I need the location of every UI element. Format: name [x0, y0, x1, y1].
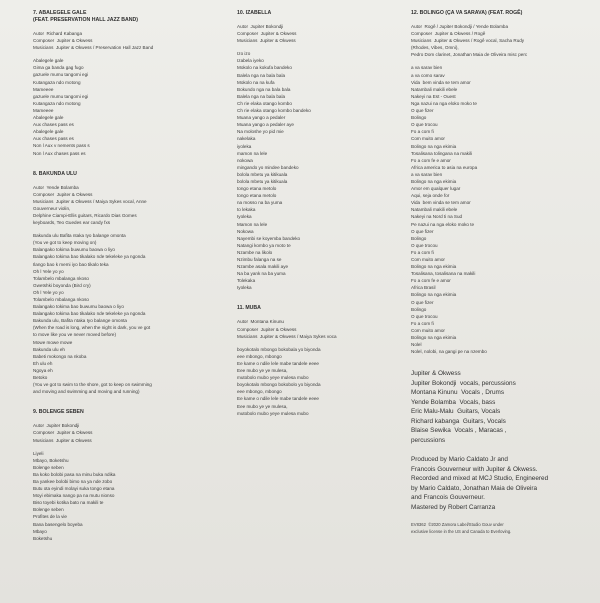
text-line: Abalegele gale	[33, 115, 64, 121]
credits-muba	[237, 318, 397, 339]
text-line: Tolambelo mbalanga nkoso	[33, 297, 89, 302]
text-line: Betoko	[33, 375, 48, 381]
text-line: Bolenge seben	[33, 507, 64, 513]
text-line: Izabela iyeko	[237, 58, 264, 64]
text-line: nokowa	[237, 157, 253, 163]
text-line: boyokotalo mbongo bokobala yo biyonda	[237, 346, 321, 352]
text-line: Fo a com fi	[411, 249, 434, 255]
text-line: Delphine Ciampi-Ellis guitars, Ricardo Dias Gomes	[33, 212, 137, 218]
text-line: Nolel	[411, 342, 422, 348]
text-line: O que trocou	[411, 313, 438, 319]
text-line: mamon na lele	[237, 150, 268, 156]
text-line: Fo a com fe e amor	[411, 278, 451, 284]
text-line: Jupiter Bokondji vocals, percussions	[411, 379, 516, 387]
text-line: Ba yankee bolobi bimo na ya nde zobo	[33, 478, 113, 484]
song-title-izabella: 10. IZABELLA	[237, 10, 272, 16]
text-line: bolola mbetu ya kitikuala	[237, 178, 288, 184]
text-line: Gima ga banda gag fugo	[33, 65, 84, 71]
text-line: Musicians Jupiter & Okwess / Maiya Sykes voca	[237, 333, 337, 339]
text-line: Com muito amor	[411, 136, 445, 142]
column-middle	[237, 10, 397, 417]
text-line: Fo a com fi	[411, 320, 434, 326]
text-line: Nga nazui na nga eloko moko te	[411, 100, 477, 106]
text-line: Non l Aux v nements pass s	[33, 143, 90, 149]
text-line: boyokotalo mbongo bokobolo yo biyonda	[237, 382, 321, 388]
text-line: Mbayo, Boketshu	[33, 457, 69, 463]
text-line: Balela nga na bala bala	[237, 93, 286, 99]
text-line: Africa Brasil	[411, 285, 436, 291]
text-line: Tosalisana, tosalisana na makili	[411, 271, 476, 277]
text-line: keyboards, Teo Guedes ear candy fxs	[33, 220, 111, 226]
text-line: Natambali makili ebele	[411, 86, 458, 92]
text-line: Nzimbu falanga na se	[237, 257, 282, 262]
text-line: Kutangaza ndo motong	[33, 100, 81, 106]
text-line: Composer Jupiter & Okwess	[237, 31, 297, 37]
text-line: by Mario Caldato, Jonathan Maia de Oliveira	[411, 484, 538, 492]
text-line: eee mbongo, mbongo	[237, 389, 282, 395]
text-line: Tolekaka	[237, 278, 256, 284]
text-line: nakelaka	[237, 136, 256, 142]
text-line: iyoleka	[237, 143, 252, 149]
text-line: Nokowa	[237, 228, 254, 234]
text-line: Mamon na lele	[237, 221, 268, 227]
text-line: Vida bem vinda se tem amor	[411, 200, 471, 206]
text-line: O que fizer	[411, 108, 434, 114]
text-line: Oh l Yele yo yo	[33, 268, 64, 274]
text-line: Fo a com fe e amor	[411, 157, 451, 163]
text-line: Musicians Jupiter & Okwess / Rogê vocal, Sacha Rudy	[411, 38, 525, 44]
text-line: Eee mubo ye ye mulesa,	[237, 403, 288, 409]
text-line: Bana basengelo boyeba	[33, 521, 83, 527]
text-line: percussions	[411, 436, 446, 444]
text-line: O que fizer	[411, 228, 434, 234]
text-line: Mowe mowe mowe	[33, 339, 73, 345]
text-line: Francois Gouverneur with Jupiter & Okwess.	[411, 465, 538, 473]
text-line: Nayembi se koyemba bandeko	[237, 235, 301, 241]
text-line: Eric Malu-Malu Guitars, Vocals	[411, 408, 501, 416]
text-line: Non l Aux chases pass es	[33, 150, 86, 156]
text-line: Kutangaza ndo motong	[33, 79, 81, 85]
lyrics-muba	[237, 346, 397, 417]
text-line: gazuele mumu tangomi egi	[33, 93, 89, 99]
text-line: Mastered by Robert Carranza	[411, 503, 496, 511]
text-line: Oh l Yele yo yo	[33, 289, 64, 295]
text-line: and Francois Gouverneur.	[411, 494, 485, 502]
text-line: Abalegele gale	[33, 58, 64, 64]
lyrics-bakunda-ulu	[33, 232, 193, 395]
song-title-bolenge-seben: 9. BOLENGE SEBEN	[33, 409, 84, 416]
credits-bakunda-ulu	[33, 184, 193, 227]
text-line: mingando yo mindee bandeko	[237, 164, 299, 170]
text-line: Bolingo na nga ekimia	[411, 143, 457, 149]
text-line: Montana Kinunu Vocals , Drums	[411, 389, 505, 397]
text-line: na mosso na ba yuma	[237, 200, 283, 206]
text-line: Gwetshki boyonda (Bird cry)	[33, 282, 91, 288]
text-line: mutobolo mubo yeye mulesa mubo	[237, 410, 309, 416]
text-line: Produced by Mario Caldato Jr and	[411, 456, 508, 464]
text-line: O que trocou	[411, 242, 438, 248]
text-line: Autor Yende Bolamba	[33, 184, 79, 190]
text-line: Autor Montana Kinunu	[237, 319, 284, 325]
text-line: Iyoleka	[237, 214, 252, 220]
text-line: Tosalisana tolingana na makili	[411, 150, 473, 156]
text-line: Natambali makili ebele	[411, 207, 458, 213]
text-line: Iyoleka	[237, 285, 252, 291]
text-line: Bolingo	[411, 235, 427, 241]
text-line: Bolenge seben	[33, 464, 64, 470]
text-line: Africa america to asia na europa	[411, 164, 478, 170]
column-right	[411, 10, 591, 535]
text-line: Nzambe asala makili aye	[237, 264, 289, 270]
text-line: Na moloshe yo pid mie	[237, 129, 284, 135]
text-line: tongo etana metolo	[237, 186, 277, 192]
text-line: Composer Jupiter & Okwess	[33, 38, 93, 44]
credits-izabella	[237, 23, 397, 44]
song-title-abalegele-gale: 7. ABALEGELE GALE	[33, 10, 87, 16]
text-line: Nolel, nolobi, na gangi pe na nzembo	[411, 349, 487, 355]
text-line: a va sarav bien	[411, 171, 443, 177]
text-line: Aqui, seja onde for	[411, 193, 450, 199]
text-line: Ch rie elaka otango kombo bandeko	[237, 108, 311, 114]
text-line: Bolingo	[411, 115, 427, 121]
text-line: Mokolo na kokufa bandeko	[237, 65, 292, 71]
text-line: (You ve got to keep moving on)	[33, 240, 97, 246]
text-line: EV8362 ©2020 Zamora Label/Studio Gouv under	[411, 522, 504, 528]
text-line: Balangako tokima bao tikalako nde tekeleke ya ngonda	[33, 254, 146, 260]
text-line: Mameeee	[33, 107, 54, 113]
text-line: Musicians Jupiter & Okwess / Maiya Sykes vocal, Anne	[33, 198, 147, 204]
lyrics-bolingo	[411, 64, 591, 355]
song-title-muba: 11. MUBA	[237, 305, 261, 312]
text-line: and moving and swimming and moving and running)	[33, 389, 140, 395]
text-line: Butu ota eyindi molayi suka tongo etana	[33, 486, 115, 492]
text-line: Bakunda ulu Bafita ntaka Iyo balange omonta	[33, 233, 126, 239]
text-line: Eee mubo ye ye mulesa,	[237, 368, 288, 374]
text-line: Com muito amor	[411, 327, 445, 333]
text-line: Ngoya eh	[33, 367, 53, 373]
text-line: Autor Jupiter Bokondji	[237, 24, 284, 29]
text-line: exclusive license in the US and Canada to Everloving.	[411, 528, 512, 534]
text-line: (Rhodes, Vibes, Omni),	[411, 45, 459, 51]
text-line: (You ve got to swim to the shore, got to keep on swimming	[33, 382, 152, 388]
text-line: gazuele mumu tangomi egi	[33, 72, 89, 78]
text-line: Bolingo na nga ekimia	[411, 178, 457, 184]
text-line: Boketshu	[33, 535, 53, 541]
lyrics-izabella	[237, 50, 397, 291]
credits-abalegele-gale	[33, 30, 193, 51]
text-line: tongo etana metolo	[237, 193, 277, 199]
text-line: a va como sarav	[411, 72, 445, 78]
text-line: Aux chases pass es	[33, 122, 74, 128]
text-line: Jupiter & Okwess	[411, 370, 461, 378]
text-line: Bolingo na nga ekimia	[411, 292, 457, 298]
lyrics-bolenge-seben	[33, 450, 193, 542]
text-line: Bakunda ulu eh	[33, 346, 65, 352]
text-line: Izo izo	[237, 51, 251, 57]
text-line: Ilango bao k memi iyo bao tikalo teka	[33, 261, 109, 267]
song-title-bolingo: 12. BOLINGO (ÇA VA SARAVA) (FEAT. ROGÊ)	[411, 10, 523, 16]
lyrics-abalegele-gale	[33, 57, 193, 156]
text-line: Mbayo	[33, 528, 47, 534]
text-line: Balangako tokima bao tikalako nde tekeleke ya ngonda	[33, 311, 146, 317]
text-line: to lekaka	[237, 207, 256, 213]
song-subtitle-abalegele-gale: (FEAT. PRESERVATION HALL JAZZ BAND)	[33, 17, 138, 23]
text-line: Natangi kombo ya moto te	[237, 242, 291, 248]
text-line: Richard kabanga Guitars, Vocals	[411, 417, 506, 425]
text-line: Autor Jupiter Bokondji	[33, 423, 80, 429]
credits-bolenge-seben	[33, 422, 193, 443]
text-line: Babeti mokongo na nkoba	[33, 353, 87, 359]
text-line: Musicians Jupiter & Okwess	[33, 437, 92, 443]
text-line: Blaise Sewika Vocals , Maracas ,	[411, 427, 507, 435]
text-line: Mameeee	[33, 86, 54, 92]
text-line: Balangako tokima buwumu baowa o liyo	[33, 247, 115, 253]
text-line: Abalegele gale	[33, 129, 64, 135]
text-line: (When the road is long, when the night is dark, you ve got	[33, 325, 151, 331]
text-line: Bolingo na nga ekimia	[411, 335, 457, 341]
text-line: Vida bem vinda se tem amor	[411, 79, 471, 85]
text-line: Ch rie elaka otango kombo	[237, 100, 292, 106]
band-members	[411, 369, 591, 445]
text-line: Ba koko bolobi pasa na minu buka ndika	[33, 471, 116, 477]
text-line: Balela nga na bala bala	[237, 72, 286, 78]
text-line: Musicians Jupiter & Okwess / Preservation Hall Jazz Band	[33, 45, 154, 51]
text-line: Mokolo na na kufa	[237, 79, 275, 85]
text-line: O que fizer	[411, 299, 434, 305]
production-credits	[411, 455, 591, 512]
text-line: Pedro Dom clarinet, Jonathan Maia de Oliveira misc perc	[411, 52, 528, 58]
column-left	[33, 10, 193, 542]
text-line: Com muito amor	[411, 257, 445, 262]
text-line: Muana yango a pedaler aye	[237, 122, 294, 128]
credits-bolingo	[411, 23, 591, 58]
legal-notice	[411, 522, 591, 534]
text-line: Ee kame o ndile lele mabe tandele eeee	[237, 396, 319, 402]
text-line: Bakunda ulu, Bafita ntaka Iyo balange omonta	[33, 318, 127, 324]
text-line: Muana yango a pedaler	[237, 115, 286, 121]
song-title-bakunda-ulu: 8. BAKUNDA ULU	[33, 170, 77, 177]
text-line: Composer Jupiter & Okwess	[33, 191, 93, 197]
text-line: Pe nazui na nga eloko moko te	[411, 221, 475, 227]
text-line: Biso toyebi kotika bato na makili te	[33, 500, 104, 506]
text-line: Ee kame o ndile lele mabe tandele eeee	[237, 360, 319, 366]
text-line: Composer Jupiter & Okwess / Rogê	[411, 31, 486, 37]
text-line: O que trocou	[411, 122, 438, 128]
text-line: Composer Jupiter & Okwess	[237, 326, 297, 332]
text-line: Autor Rogê / Jupiter Bokondji / Yende Bolamba	[411, 24, 509, 29]
text-line: Bokundo nga na bala bala	[237, 86, 291, 92]
text-line: Gouverneur violin,	[33, 205, 71, 211]
text-line: Nakeyi na Nord ti na Sud	[411, 214, 463, 220]
text-line: Aux chases pass es	[33, 136, 74, 142]
text-line: to move like you ve never moved before)	[33, 332, 116, 338]
text-line: Musicians Jupiter & Okwess	[237, 38, 296, 44]
text-line: Tolambelo mbalanga nkoso	[33, 275, 89, 281]
text-line: Nzambe na likolo	[237, 249, 273, 255]
text-line: Moyi ebimaka nango pa na mutu nionso	[33, 493, 115, 499]
text-line: mutobolo mubo yeye mulesa mubo	[237, 375, 309, 381]
text-line: Profites de la vie	[33, 514, 67, 520]
text-line: Composer Jupiter & Okwess	[33, 430, 93, 436]
text-line: Liyeli	[33, 450, 44, 456]
text-line: Bolingo	[411, 306, 427, 312]
text-line: eee mbongo, mbongo	[237, 353, 282, 359]
text-line: Yende Bolamba Vocals, bass	[411, 398, 496, 406]
text-line: Na ba yank na ba yuma	[237, 271, 286, 277]
text-line: Nakeyi na Est - Ouest	[411, 93, 456, 99]
text-line: Balangako tokima bao buwumu baowa o liyo	[33, 304, 124, 310]
text-line: Bolingo na nga ekimia	[411, 264, 457, 270]
text-line: Fo a com fi	[411, 129, 434, 135]
text-line: Amor em qualquer lugar	[411, 186, 461, 192]
text-line: bolola mbetu ya kitikuala	[237, 171, 288, 177]
text-line: Recorded and mixed at MCJ Studio, Engineered	[411, 475, 549, 483]
text-line: Eh ulu eh	[33, 360, 53, 366]
text-line: a va sarav bien	[411, 65, 443, 71]
text-line: Autor Richard Kabanga	[33, 31, 83, 36]
